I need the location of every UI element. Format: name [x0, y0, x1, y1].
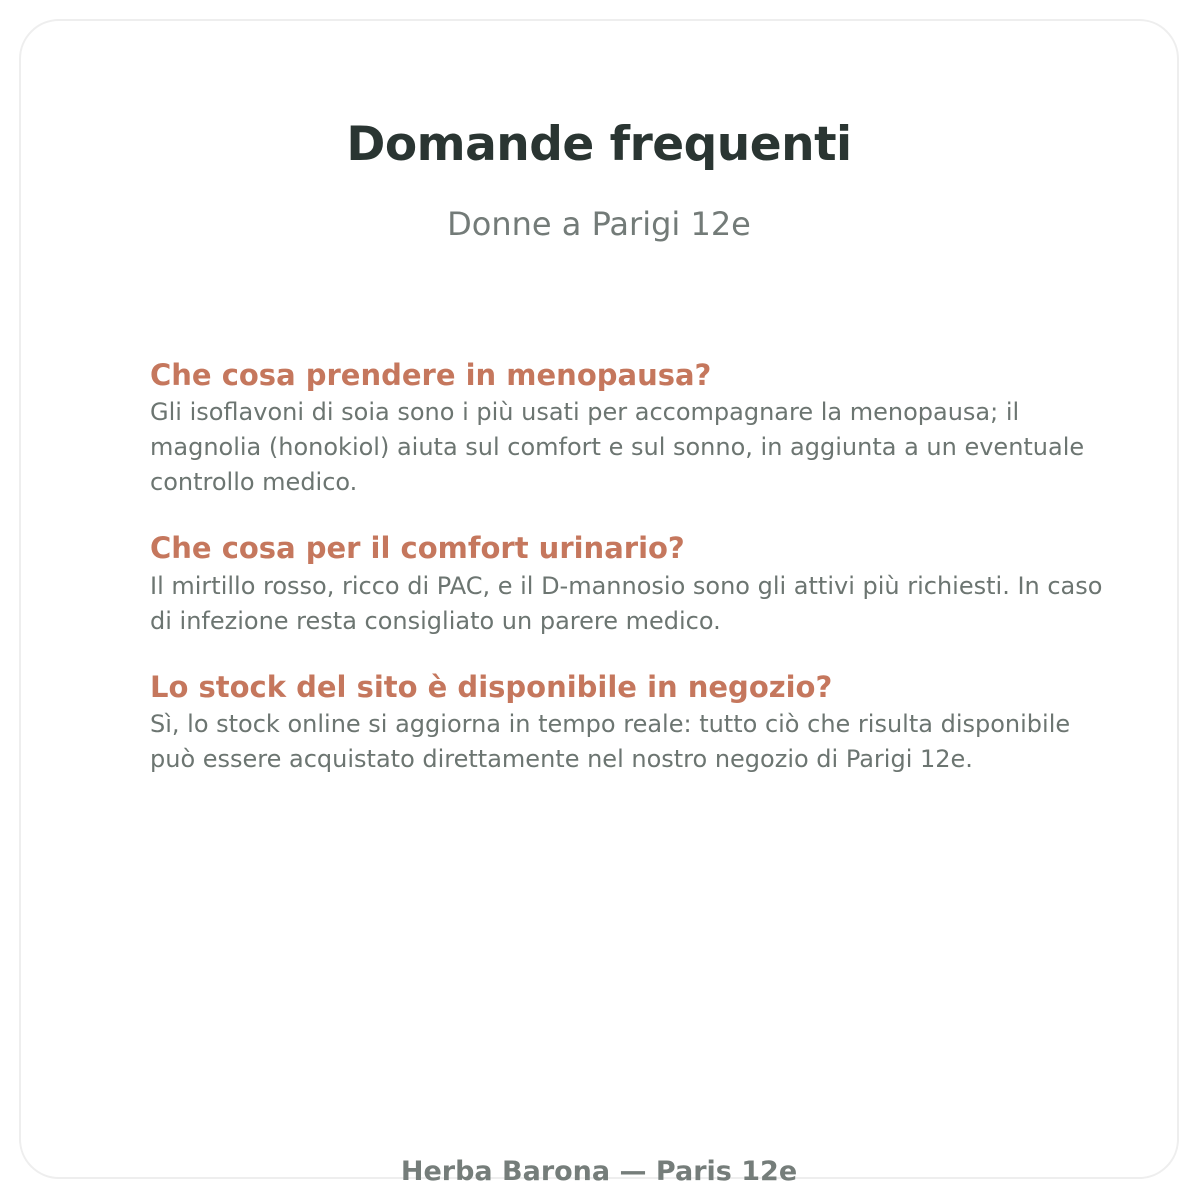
faq-question: Che cosa per il comfort urinario?: [150, 531, 685, 566]
page-title: Domande frequenti: [346, 117, 852, 172]
faq-item-store-stock: [150, 669, 1110, 777]
faq-question: Lo stock del sito è disponibile in negozio?: [150, 669, 833, 704]
footer-brand: Herba Barona — Paris 12e: [400, 1156, 798, 1187]
faq-answer: Gli isoflavoni di soia sono i più usati per accompagnare la menopausa; il magnolia (honokiol) aiuta sul comfort e sul sonno, in aggiunta a un eventuale controllo medico.: [150, 398, 1085, 497]
faq-item-urinary-comfort: [150, 530, 1110, 638]
faq-item-menopause: [150, 357, 1110, 500]
faq-answer: Il mirtillo rosso, ricco di PAC, e il D-mannosio sono gli attivi più richiesti. In caso di infezione resta consigliato un parere medico.: [150, 571, 1103, 635]
faq-list: [150, 357, 1110, 807]
faq-card: [19, 19, 1179, 1187]
faq-question: Che cosa prendere in menopausa?: [150, 358, 712, 392]
page-subtitle: Donne a Parigi 12e: [447, 205, 751, 243]
faq-answer: Sì, lo stock online si aggiorna in tempo reale: tutto ciò che risulta disponibile può essere acquistato direttamente nel nostro negozio di Parigi 12e.: [150, 709, 1071, 773]
